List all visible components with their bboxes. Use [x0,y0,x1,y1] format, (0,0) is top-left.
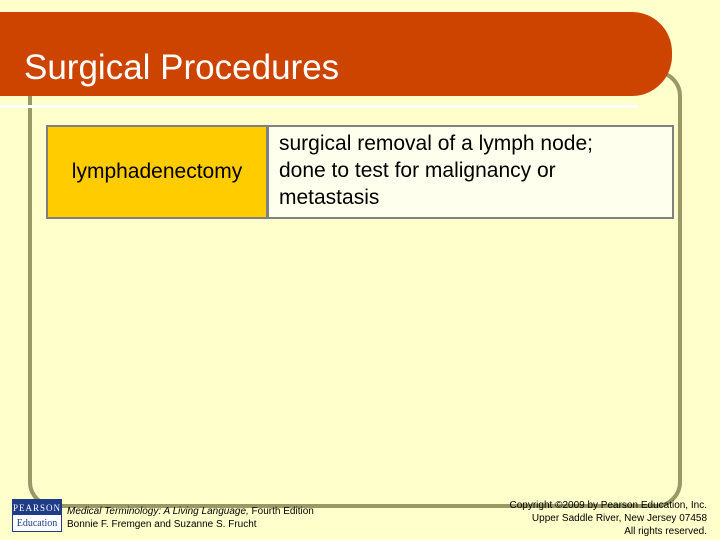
term-definition-table [46,125,674,219]
logo-top-text: PEARSON [13,500,61,515]
book-edition: Fourth Edition [248,506,314,517]
term-text: lymphadenectomy [71,160,243,183]
copyright-line: All rights reserved. [624,526,707,537]
book-citation [67,505,314,531]
book-title: Medical Terminology: A Living Language, [67,506,249,517]
copyright-notice [510,499,708,538]
definition-line: done to test for malignancy or [279,159,556,182]
term-cell [48,127,269,217]
definition-line: metastasis [279,186,380,209]
citation-title-line [67,505,314,518]
pearson-logo [12,499,62,532]
copyright-line: Upper Saddle River, New Jersey 07458 [531,513,707,524]
definition-cell [269,127,672,217]
logo-bottom-text: Education [13,515,61,531]
book-authors: Bonnie F. Fremgen and Suzanne S. Frucht [67,519,257,530]
title-underline [0,105,638,108]
copyright-line: Copyright ©2009 by Pearson Education, Inc. [509,500,707,511]
definition-line: surgical removal of a lymph node; [279,132,593,155]
title-bar [0,12,672,96]
slide-title: Surgical Procedures [24,48,340,87]
